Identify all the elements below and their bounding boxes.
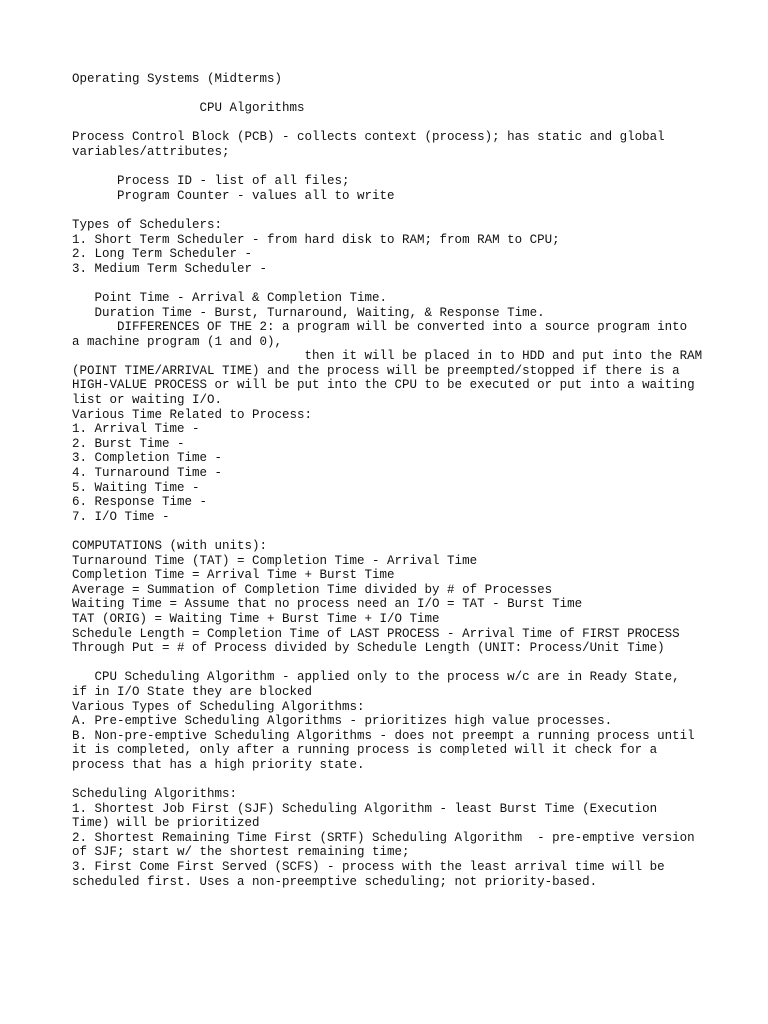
text-line: Through Put = # of Process divided by Schedule Length (UNIT: Process/Unit Time) bbox=[72, 641, 665, 656]
document-body bbox=[72, 72, 712, 889]
text-line: B. Non-pre-emptive Scheduling Algorithms - does not preempt a running process until bbox=[72, 728, 695, 743]
blank-line bbox=[72, 276, 712, 291]
text-line: COMPUTATIONS (with units): bbox=[72, 539, 268, 553]
text-line: HIGH-VALUE PROCESS or will be put into the CPU to be executed or put into a waiting bbox=[72, 378, 695, 393]
text-line: Turnaround Time (TAT) = Completion Time - Arrival Time bbox=[72, 553, 478, 568]
text-line: A. Pre-emptive Scheduling Algorithms - prioritizes high value processes. bbox=[72, 714, 613, 729]
text-line: 1. Arrival Time - bbox=[72, 422, 200, 437]
text-line: Point Time - Arrival & Completion Time. bbox=[72, 290, 388, 305]
text-line: 3. First Come First Served (SCFS) - process with the least arrival time will be bbox=[72, 860, 665, 875]
text-line: Average = Summation of Completion Time divided by # of Processes bbox=[72, 582, 553, 597]
text-line: Operating Systems (Midterms) bbox=[72, 72, 283, 86]
text-line: Completion Time = Arrival Time + Burst Time bbox=[72, 568, 395, 583]
text-line: Various Time Related to Process: bbox=[72, 407, 313, 422]
text-line: if in I/O State they are blocked bbox=[72, 684, 313, 699]
text-line: list or waiting I/O. bbox=[72, 393, 223, 408]
text-line: 2. Burst Time - bbox=[72, 436, 185, 451]
text-line: Scheduling Algorithms: bbox=[72, 787, 238, 802]
text-line: Time) will be prioritized bbox=[72, 816, 260, 831]
text-line: Process ID - list of all files; bbox=[72, 174, 350, 189]
text-line: 1. Short Term Scheduler - from hard disk to RAM; from RAM to CPU; bbox=[72, 232, 560, 247]
text-line: 1. Shortest Job First (SJF) Scheduling Algorithm - least Burst Time (Execution bbox=[72, 801, 658, 816]
blank-line bbox=[72, 773, 712, 788]
text-line: 2. Long Term Scheduler - bbox=[72, 247, 253, 262]
text-line: Types of Schedulers: bbox=[72, 217, 223, 232]
text-line: CPU Algorithms bbox=[72, 101, 305, 116]
text-line: it is completed, only after a running process is completed will it check for a bbox=[72, 743, 658, 758]
text-line: Program Counter - values all to write bbox=[72, 188, 395, 203]
text-line: 4. Turnaround Time - bbox=[72, 466, 223, 481]
text-line: DIFFERENCES OF THE 2: a program will be converted into a source program into bbox=[72, 320, 688, 335]
text-line: Various Types of Scheduling Algorithms: bbox=[72, 699, 365, 714]
text-line: a machine program (1 and 0), bbox=[72, 334, 283, 349]
text-line: Duration Time - Burst, Turnaround, Waiting, & Response Time. bbox=[72, 305, 545, 320]
blank-line bbox=[72, 656, 712, 671]
text-line: CPU Scheduling Algorithm - applied only to the process w/c are in Ready State, bbox=[72, 670, 680, 685]
text-line: scheduled first. Uses a non-preemptive scheduling; not priority-based. bbox=[72, 874, 598, 889]
blank-line bbox=[72, 524, 712, 539]
text-line: 3. Completion Time - bbox=[72, 451, 223, 466]
text-line: 3. Medium Term Scheduler - bbox=[72, 261, 268, 276]
text-line: (POINT TIME/ARRIVAL TIME) and the process will be preempted/stopped if there is a bbox=[72, 363, 680, 378]
text-line: Schedule Length = Completion Time of LAST PROCESS - Arrival Time of FIRST PROCESS bbox=[72, 626, 680, 641]
text-line: 5. Waiting Time - bbox=[72, 480, 200, 495]
text-line: 7. I/O Time - bbox=[72, 509, 170, 524]
text-line: of SJF; start w/ the shortest remaining time; bbox=[72, 845, 410, 860]
text-line: variables/attributes; bbox=[72, 144, 230, 159]
text-line: process that has a high priority state. bbox=[72, 757, 365, 772]
text-line: Waiting Time = Assume that no process need an I/O = TAT - Burst Time bbox=[72, 597, 583, 612]
text-line: 2. Shortest Remaining Time First (SRTF) Scheduling Algorithm - pre-emptive version bbox=[72, 830, 695, 845]
text-line: 6. Response Time - bbox=[72, 495, 208, 510]
text-line: Process Control Block (PCB) - collects context (process); has static and global bbox=[72, 130, 665, 145]
blank-line bbox=[72, 116, 712, 131]
blank-line bbox=[72, 87, 712, 102]
blank-line bbox=[72, 203, 712, 218]
text-line: then it will be placed in to HDD and put into the RAM bbox=[72, 349, 703, 364]
text-line: TAT (ORIG) = Waiting Time + Burst Time + I/O Time bbox=[72, 611, 440, 626]
blank-line bbox=[72, 160, 712, 175]
